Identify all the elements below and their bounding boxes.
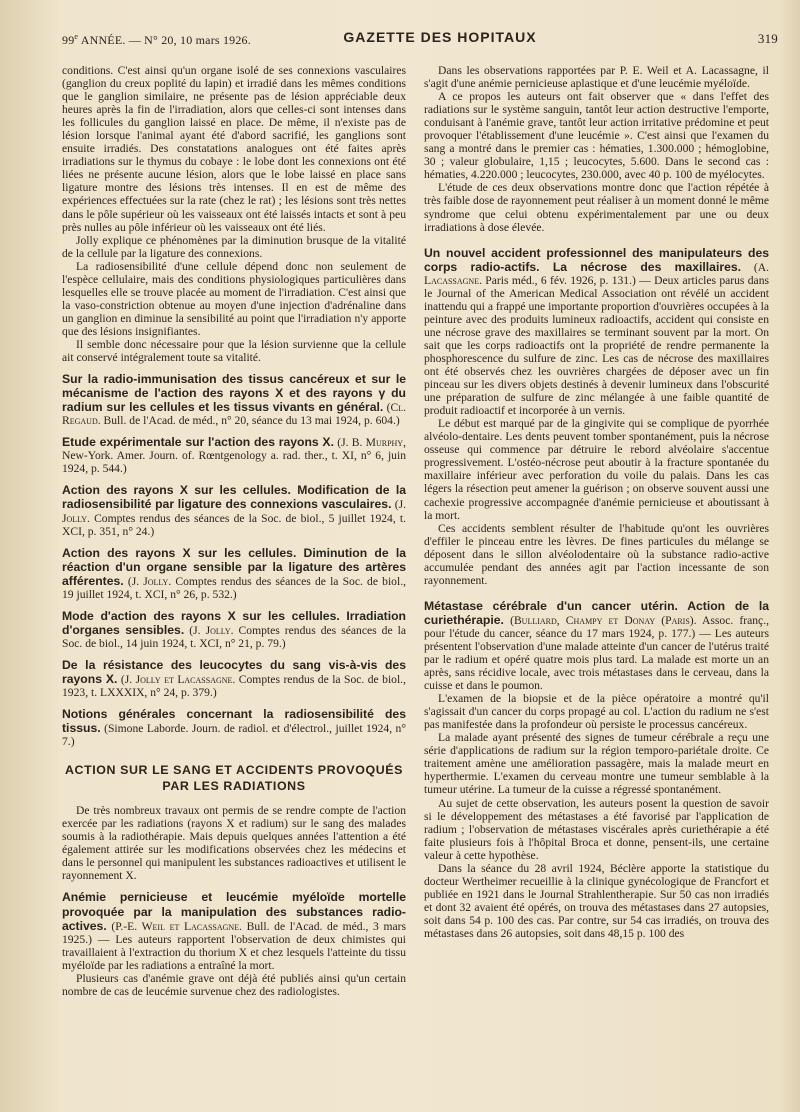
bibliography-entry: Notions générales concernant la radiosensibilité des tissus. (Simone Laborde. Journ. de radiol. et d'électrol., juillet 1924, n° 7.) bbox=[62, 707, 406, 749]
entry-citation: . Journ. de radiol. et d'électrol., juillet 1924, n° 7.) bbox=[62, 722, 406, 749]
paragraph: A ce propos les auteurs ont fait observer que « dans l'effet des radiations sur le système sanguin, tantôt leur action destructive l'emporte, conduisant à l'anémie grave, tantôt leur action irritative prédomine et peut provoquer l'établissement d'une leucémie ». C'est ainsi que l'examen du sang a montré dans le premier cas : hématies, 1.300.000 ; hémoglobine, 30 ; valeur globulaire, 1,15 ; leucocytes, 5.600. Dans le second cas : hématies, 4.220.000 ; leucocytes, 230.000, avec 40 p. 100 de myélocytes. bbox=[424, 90, 769, 182]
entry-citation: . Comptes rendus de la Soc. de biol., 1923, t. LXXXIX, n° 24, p. 379.) bbox=[62, 672, 406, 700]
entry-title: Action des rayons X sur les cellules. Diminution de la réaction d'un organe sensible par la ligature des artères afférentes. bbox=[62, 545, 406, 588]
entry-author: J. Jolly bbox=[62, 498, 406, 525]
entry-title: Notions générales concernant la radiosensibilité des tissus. bbox=[62, 707, 406, 736]
entry-title: Mode d'action des rayons X sur les cellules. Irradiation d'organes sensibles. bbox=[62, 608, 406, 637]
journal-title: GAZETTE DES HOPITAUX bbox=[343, 29, 537, 45]
entry-author: Bulliard, Champy et Donay (Paris) bbox=[513, 613, 694, 627]
year-suffix: e bbox=[74, 32, 79, 41]
paragraph: De très nombreux travaux ont permis de se rendre compte de l'action exercée par les radiations (rayons X et radium) sur le sang des malades soumis à la radiothérapie. Mais depuis quelques années l'attention a été également attirée sur les modifications observées chez les médecins et dans le personnel qui manipulent les substances radioactives et utilisent le rayonnement X. bbox=[62, 804, 406, 883]
entry-author: J. Jolly bbox=[131, 574, 169, 588]
article-entry: Anémie pernicieuse et leucémie myéloïde mortelle provoquée par la manipulation des substances radio-actives. (P.-E. Weil et Lacassagne. Bull. de l'Acad. de méd., 3 mars 1925.) — Les auteurs rapportent l'observation de deux chimistes qui travaillaient à l'extraction du thorium X et chez lesquels l'atteinte du tissu myéloïde par les radiations a entraîné la mort. bbox=[62, 890, 406, 972]
entry-text: — Deux articles parus dans le Journal of the American Medical Association ont révélé un accident inattendu qui a frappé une importante proportion d'ouvrières occupées à la peinture avec des produits lumineux radioactifs, accident qui consiste en une nécrose grave des maxillaires se terminant souvent par la mort. On sait que les corps radioactifs ont la propriété de rendre permanente la phosphorescence du sulfure de zinc. Les cas de nécrose des maxillaires ont été observés chez les ouvrières chargées de déposer avec un fin pinceau sur les divers objets destinés à devenir lumineux dans l'obscurité une préparation de sulfure de zinc mélangée à une faible quantité de produit radioactif et incorporée à un vernis. bbox=[424, 273, 769, 418]
entry-citation: . Comptes rendus des séances de la Soc. de biol., 14 juin 1924, t. XCI, n° 21, p. 79.) bbox=[62, 623, 406, 650]
paragraph: conditions. C'est ainsi qu'un organe isolé de ses connexions vasculaires (ganglion du creux poplité du lapin) et irradié dans les mêmes conditions que le ganglion similaire, ne présente pas de lésion appréciable deux heures après la fin de l'irradiation, alors que celles-ci sont intenses dans les follicules du ganglion laissé en place. De même, il n'existe pas de lésion lorsque l'animal ayant été d'abord sacrifié, les ganglions sont ensuite irradiés. Des constatations analogues ont été faites après irradiations sur le thymus du cobaye : le lobe dont les connexions ont été liées ne présente aucune lésion, alors que le lobe laissé en place sans ligature montre des lésions très intenses. Il en est de même des expériences effectuées sur la rate (chez le rat) ; les lésions sont très nettes dans le pôle supérieur où les vaisseaux ont été laissés intacts et sont à peu près nulles au pôle inférieur où les vaisseaux ont été liés. bbox=[62, 64, 406, 234]
article-entry: Un nouvel accident professionnel des manipulateurs des corps radio-actifs. La nécrose des maxillaires. (A. Lacassagne. Paris méd., 6 fév. 1926, p. 131.) — Deux articles parus dans le Journal of the American Medical Association ont révélé un accident inattendu qui a frappé une importante proportion d'ouvrières occupées à la peinture avec des produits lumineux radioactifs, accident qui consiste en une nécrose grave des maxillaires se terminant souvent par la mort. On sait que les corps radioactifs ont la propriété de rendre permanente la phosphorescence du sulfure de zinc. Les cas de nécrose des maxillaires ont été observés chez les ouvrières chargées de déposer avec un fin pinceau sur les divers objets destinés à devenir lumineux dans l'obscurité une préparation de sulfure de zinc mélangée à une faible quantité de produit radioactif et incorporée à un vernis. bbox=[424, 245, 769, 418]
article-entry: Métastase cérébrale d'un cancer utérin. Action de la curiethérapie. (Bulliard, Champy et Donay (Paris). Assoc. franç., pour l'étude du cancer, séance du 17 mars 1924, p. 177.) — Les auteurs présentent l'observation d'une malade atteinte d'un cancer de l'utérus traité par le radium et opéré quatre mois plus tard. La malade est morte un an après, sans récidive locale, avec trois métastases dans le cerveau, dans la cuisse et dans le poumon. bbox=[424, 598, 769, 693]
entry-author: Cl. Regaud bbox=[62, 401, 406, 428]
paragraph: L'examen de la biopsie et de la pièce opératoire a montré qu'il s'agissait d'un cancer du corps propagé au col. L'action du radium ne s'est pas manifestée dans la profondeur où persiste le processus cancéreux. bbox=[424, 692, 769, 732]
entry-citation: . Paris méd., 6 fév. 1926, p. 131.) bbox=[479, 273, 636, 287]
entry-author: J. B. Murphy bbox=[341, 436, 404, 450]
entry-title: Anémie pernicieuse et leucémie myéloïde mortelle provoquée par la manipulation des substances radio-actives. bbox=[62, 890, 406, 933]
bibliography-entry: Sur la radio-immunisation des tissus cancéreux et sur le mécanisme de l'action des rayons X et des rayons γ du radium sur les cellules et les tissus vivants en général. (Cl. Regaud. Bull. de l'Acad. de méd., n° 20, séance du 13 mai 1924, p. 604.) bbox=[62, 372, 406, 428]
page-header bbox=[62, 28, 778, 50]
section-heading: ACTION SUR LE SANG ET ACCIDENTS PROVOQUÉS PAR LES RADIATIONS bbox=[64, 763, 404, 794]
issue-date: ANNÉE. — N° 20, 10 mars 1926. bbox=[78, 33, 251, 47]
paragraph: Il semble donc nécessaire pour que la lésion survienne que la cellule ait conservé intégralement toute sa vitalité. bbox=[62, 337, 406, 365]
entry-title: De la résistance des leucocytes du sang vis-à-vis des rayons X. bbox=[62, 657, 406, 686]
entry-title: Métastase cérébrale d'un cancer utérin. Action de la curiethérapie. bbox=[424, 598, 769, 627]
entry-text: — Les auteurs présentent l'observation d'une malade atteinte d'un cancer de l'utérus traité par le radium et opéré quatre mois plus tard. La malade est morte un an après, sans récidive locale, avec trois métastases dans le cerveau, dans la cuisse et dans le poumon. bbox=[424, 626, 769, 693]
entry-title: Un nouvel accident professionnel des manipulateurs des corps radio-actifs. La nécrose des maxillaires. bbox=[424, 245, 769, 274]
bibliography-entry: De la résistance des leucocytes du sang vis-à-vis des rayons X. (J. Jolly et Lacassagne. Comptes rendus de la Soc. de biol., 1923, t. LXXXIX, n° 24, p. 379.) bbox=[62, 657, 406, 700]
paragraph: Ces accidents semblent résulter de l'habitude qu'ont les ouvrières d'effiler le pinceau entre les lèvres. De fines particules du mélange se déposent dans le sillon alvéolodentaire où la substance radio-active accumulée pendant des années agit par l'action incessante de son rayonnement. bbox=[424, 521, 769, 587]
entry-author: J. Jolly et Lacassagne bbox=[124, 672, 233, 686]
entry-citation: . Assoc. franç., pour l'étude du cancer, séance du 17 mars 1924, p. 177.) bbox=[424, 613, 769, 640]
entry-author: Simone Laborde bbox=[107, 722, 186, 736]
page-number: 319 bbox=[757, 31, 778, 46]
entry-citation: , New-York. Amer. Journ. of. Rœntgenology a. rad. ther., t. XI, n° 6, juin 1924, p. 544.) bbox=[62, 436, 406, 476]
bibliography-entry: Action des rayons X sur les cellules. Diminution de la réaction d'un organe sensible par la ligature des artères afférentes. (J. Jolly. Comptes rendus des séances de la Soc. de biol., 19 juillet 1924, t. XCI, n° 26, p. 532.) bbox=[62, 545, 406, 601]
entry-title: Action des rayons X sur les cellules. Modification de la radiosensibilité par ligature des connexions vasculaires. bbox=[62, 483, 406, 512]
paragraph: Jolly explique ce phénomènes par la diminution brusque de la vitalité de la cellule par la ligature des connexions. bbox=[62, 233, 406, 260]
entry-text: — Les auteurs rapportent l'observation de deux chimistes qui travaillaient à l'extraction du thorium X et chez lesquels l'atteinte du tissu myéloïde par les radiations a entraîné la mort. bbox=[62, 932, 406, 972]
paragraph: Dans les observations rapportées par P. E. Weil et A. Lacassagne, il s'agit d'une anémie pernicieuse aplastique et d'une leucémie myéloïde. bbox=[424, 64, 769, 91]
bibliography-entry: Action des rayons X sur les cellules. Modification de la radiosensibilité par ligature des connexions vasculaires. (J. Jolly. Comptes rendus des séances de la Soc. de biol., 5 juillet 1924, t. XCI, p. 351, n° 24.) bbox=[62, 483, 406, 538]
entry-citation: . Bull. de l'Acad. de méd., 3 mars 1925.) bbox=[62, 919, 406, 946]
paragraph: La malade ayant présenté des signes de tumeur cérébrale a reçu une série d'applications de radium sur la région temporo-pariétale droite. Ce traitement amène une amélioration passagère, mais la malade meurt en hyperthermie. L'examen du cerveau montre une tumeur semblable à la tumeur utérine. La tumeur de la cuisse a régressé spontanément. bbox=[424, 731, 769, 797]
bibliography-entry: Mode d'action des rayons X sur les cellules. Irradiation d'organes sensibles. (J. Jolly. Comptes rendus des séances de la Soc. de biol., 14 juin 1924, t. XCI, n° 21, p. 79.) bbox=[62, 608, 406, 650]
year-number: 99 bbox=[62, 33, 75, 47]
entry-author: J. Jolly bbox=[193, 623, 231, 637]
bibliography-entry: Etude expérimentale sur l'action des rayons X. (J. B. Murphy, New-York. Amer. Journ. of. Rœntgenology a. rad. ther., t. XI, n° 6, juin 1924, p. 544.) bbox=[62, 435, 406, 476]
paragraph: Plusieurs cas d'anémie grave ont déjà été publiés ainsi qu'un certain nombre de cas de leucémie survenue chez des radiologistes. bbox=[62, 971, 406, 998]
entry-citation: . Bull. de l'Acad. de méd., n° 20, séance du 13 mai 1924, p. 604.) bbox=[97, 414, 400, 428]
left-column bbox=[62, 64, 406, 998]
entry-title: Sur la radio-immunisation des tissus cancéreux et sur le mécanisme de l'action des rayons X et des rayons γ du radium sur les cellules et les tissus vivants en général. bbox=[62, 372, 406, 415]
entry-citation: . Comptes rendus des séances de la Soc. de biol., 19 juillet 1924, t. XCI, n° 26, p. 532.) bbox=[62, 574, 406, 601]
right-column bbox=[424, 64, 769, 940]
paragraph: La radiosensibilité d'une cellule dépend donc non seulement de l'espèce cellulaire, mais des conditions physiologiques particulières dans lesquelles elle se trouve placée au moment de l'irradiation. C'est ainsi que la vaso-constriction obtenue au moyen d'une injection d'adrénaline dans un ganglion en diminue la sensibilité au point que l'irradiation n'y apporte que des lésions insignifiantes. bbox=[62, 259, 406, 338]
entry-author: A. Lacassagne bbox=[424, 260, 769, 287]
entry-title: Etude expérimentale sur l'action des rayons X. bbox=[62, 435, 334, 450]
paragraph: Au sujet de cette observation, les auteurs posent la question de savoir si le développement des métastases a été favorisé par l'application de radium ; l'observation de métastases viscérales après curiethérapie a été faite plusieurs fois à l'hôpital Broca et donne, pensent-ils, une certaine valeur à cette hypothèse. bbox=[424, 796, 769, 862]
paragraph: Le début est marqué par de la gingivite qui se complique de pyorrhée alvéolo-dentaire. Les dents peuvent tomber spontanément, puis la nécrose osseuse qui commence par détruire le rebord alvéolaire s'accentue progressivement. L'ostéo-nécrose peut aboutir à la fracture spontanée du maxillaire inférieur avec perforation du voile du palais. Dans les cas légers la résection peut amener la guérison ; on observe souvent aussi une cachexie progressive accompagnée d'anémie pernicieuse et aboutissant à la mort. bbox=[424, 417, 769, 522]
entry-author: P.-E. Weil et Lacassagne bbox=[115, 919, 240, 933]
paragraph: Dans la séance du 28 avril 1924, Béclère apporte la statistique du docteur Wertheimer recueillie à la clinique gynécologique de Francfort et publiée en 1921 dans le Journal Strahlentherapie. Sur 50 cas non irradiés et dont 32 avaient été opérés, on trouva des métastases dans 27 autopsies, soit dans 54 p. 100 des cas. Par contre, sur 54 cas irradiés, on trouva des métastases dans 26 autopsies, soit dans 48,15 p. 100 des bbox=[424, 861, 769, 940]
entry-citation: . Comptes rendus des séances de la Soc. de biol., 5 juillet 1924, t. XCI, p. 351, n° 24.) bbox=[62, 511, 406, 538]
paragraph: L'étude de ces deux observations montre donc que l'action répétée à très faible dose de rayonnement peut réaliser à un moment donné le même syndrome que celui obtenu expérimentalement par une ou deux irradiations à dose élevée. bbox=[424, 181, 769, 234]
